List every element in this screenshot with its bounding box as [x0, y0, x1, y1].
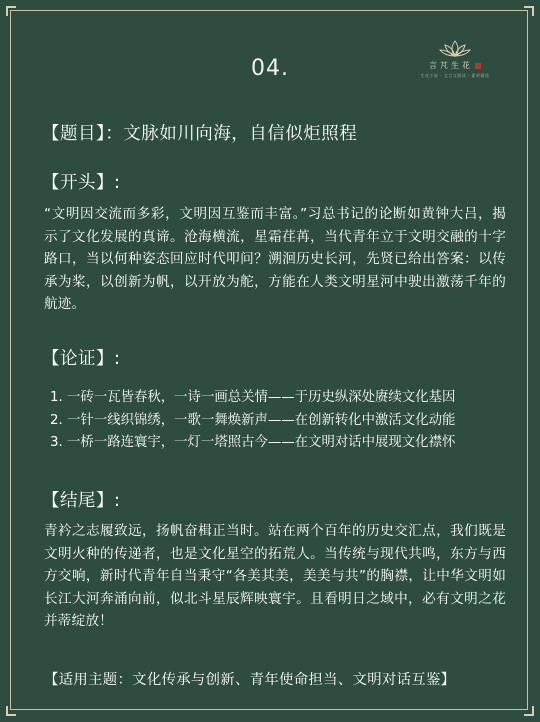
argument-point: 2. 一针一线织锦绣，一歌一舞焕新声——在创新转化中激活文化动能	[50, 412, 456, 428]
corner-ornament-bottom-right	[524, 706, 534, 716]
argument-heading: 【论证】:	[42, 349, 121, 369]
corner-ornament-top-left	[6, 6, 16, 16]
seal-stamp-icon	[475, 63, 481, 69]
argument-point-list	[50, 387, 520, 455]
corner-ornament-top-right	[524, 6, 534, 16]
logo-name: 言芃生花	[429, 61, 473, 70]
page-number: 04.	[251, 56, 289, 81]
ending-heading: 【结尾】:	[42, 491, 121, 511]
opening-heading: 【开头】:	[42, 173, 121, 193]
ending-paragraph: 青衿之志履致远，扬帆奋楫正当时。站在两个百年的历史交汇点，我们既是文明火种的传递者，也是文化星空的拓荒人。当传统与现代共鸣，东方与西方交响，新时代青年自当秉守“各美其美，美美与共”的胸襟，让中华文明如长江大河奔涌向前，似北斗星辰辉映寰宇。且看明日之域中，必有文明之花并蒂绽放！	[44, 523, 506, 629]
argument-point: 1. 一砖一瓦皆春秋，一诗一画总关情——于历史纵深处赓续文化基因	[50, 390, 456, 405]
argument-point: 3. 一桥一路连寰宇，一灯一塔照古今——在文明对话中展现文化襟怀	[50, 435, 456, 450]
logo-tagline: 生花小屋 · 文言文阅读 · 素材精选	[420, 73, 490, 78]
title-heading: 【题目】：文脉如川向海，自信似炬照程	[42, 124, 358, 144]
applicable-themes: 【适用主题：文化传承与创新、青年使命担当、文明对话互鉴】	[44, 672, 456, 688]
lotus-icon	[438, 40, 472, 58]
brand-logo	[414, 40, 496, 90]
opening-paragraph: “文明因交流而多彩，文明因互鉴而丰富。”习总书记的论断如黄钟大吕，揭示了文化发展的真谛。沧海横流，星霜荏苒，当代青年立于文明交融的十字路口，当以何种姿态回应时代叩问？溯洄历史长河，先贤已给出答案：以传承为桨，以创新为帆，以开放为舵，方能在人类文明星河中驶出激荡千年的航迹。	[44, 206, 506, 312]
corner-ornament-bottom-left	[6, 706, 16, 716]
